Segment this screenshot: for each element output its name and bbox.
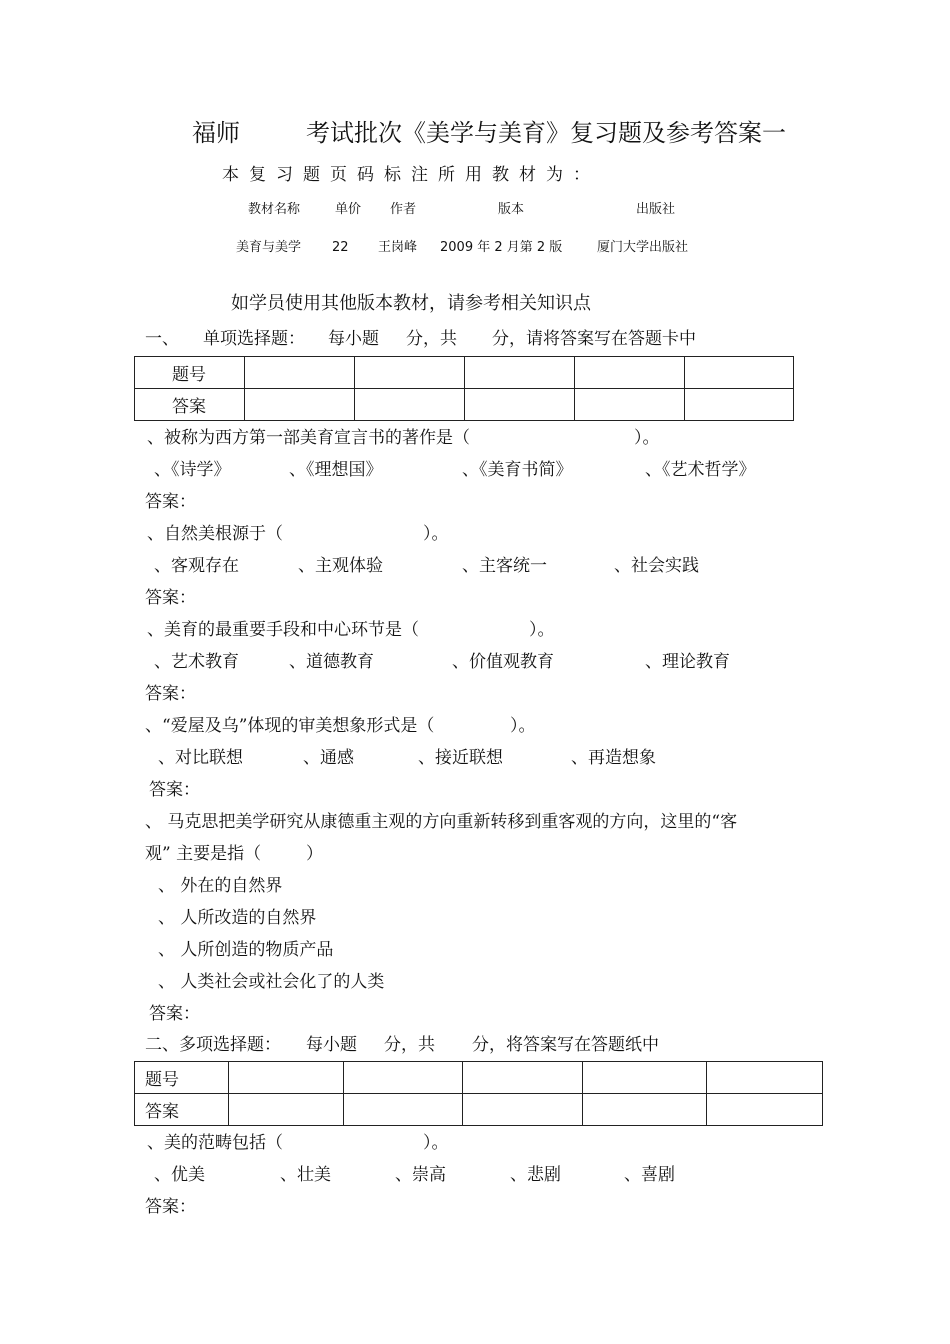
table-label-number: 题号 (135, 1062, 229, 1094)
option-b: 、《理想国》 (289, 460, 383, 480)
textbook-publisher: 厦门大学出版社 (597, 240, 689, 255)
option-c: 、 人所创造的物质产品 (158, 940, 334, 960)
option-b: 、 人所改造的自然界 (158, 908, 317, 928)
option-c: 、价值观教育 (452, 652, 554, 672)
section1-answer-table (134, 356, 794, 421)
answer-cell[interactable] (229, 1062, 344, 1094)
answer-cell[interactable] (685, 357, 794, 389)
answer-label: 答案： (149, 1004, 200, 1024)
question-stem: 、被称为西方第一部美育宣言书的著作是（ (147, 428, 470, 448)
option-c: 、《美育书简》 (462, 460, 573, 480)
answer-label: 答案： (149, 780, 200, 800)
answer-cell[interactable] (355, 357, 465, 389)
answer-cell[interactable] (583, 1094, 707, 1126)
section2-total: 分，共 (384, 1035, 435, 1055)
question-stem-line2: 观” 主要是指（ (145, 844, 262, 864)
question-close: ）。 (423, 524, 449, 544)
question-close: ）。 (423, 1133, 449, 1153)
section1-number: 一、 (145, 329, 179, 349)
question-stem: 、美的范畴包括（ (147, 1133, 283, 1153)
question-close: ） (306, 844, 323, 864)
page-title: 考试批次《美学与美育》复习题及参考答案一 (306, 119, 786, 147)
answer-cell[interactable] (344, 1094, 463, 1126)
section2-type: 二、多项选择题： (145, 1035, 281, 1055)
question-close: ）。 (634, 428, 660, 448)
option-b: 、通感 (303, 748, 354, 768)
answer-cell[interactable] (685, 389, 794, 421)
section2-answer-table (134, 1061, 823, 1126)
textbook-header-publisher: 出版社 (636, 202, 676, 217)
option-a: 、优美 (154, 1165, 205, 1185)
option-b: 、主观体验 (298, 556, 383, 576)
question-stem: 、自然美根源于（ (147, 524, 283, 544)
option-b: 、道德教育 (289, 652, 374, 672)
option-c: 、主客统一 (462, 556, 547, 576)
answer-label: 答案： (145, 684, 196, 704)
other-edition-note: 如学员使用其他版本教材，请参考相关知识点 (231, 293, 591, 314)
section1-type: 单项选择题： (203, 329, 305, 349)
answer-cell[interactable] (707, 1062, 823, 1094)
textbook-header-name: 教材名称 (248, 202, 301, 217)
answer-cell[interactable] (463, 1062, 583, 1094)
textbook-author: 王岗峰 (378, 240, 418, 255)
section1-instruction: 分，请将答案写在答题卡中 (492, 329, 696, 349)
answer-cell[interactable] (583, 1062, 707, 1094)
option-b: 、壮美 (280, 1165, 331, 1185)
option-a: 、《诗学》 (154, 460, 231, 480)
option-a: 、对比联想 (158, 748, 243, 768)
answer-cell[interactable] (245, 357, 355, 389)
answer-cell[interactable] (463, 1094, 583, 1126)
answer-cell[interactable] (575, 389, 685, 421)
textbook-header-edition: 版本 (498, 202, 525, 217)
section1-total: 分，共 (406, 329, 457, 349)
textbook-header-author: 作者 (390, 202, 417, 217)
option-a: 、 外在的自然界 (158, 876, 283, 896)
textbook-edition: 2009 年 2 月第 2 版 (440, 240, 563, 255)
textbook-name: 美育与美学 (236, 240, 302, 255)
question-stem: 、美育的最重要手段和中心环节是（ (147, 620, 419, 640)
textbook-price: 22 (332, 240, 349, 255)
answer-cell[interactable] (465, 357, 575, 389)
answer-cell[interactable] (355, 389, 465, 421)
option-d: 、社会实践 (614, 556, 699, 576)
textbook-note: 本复习题页码标注所用教材为： (222, 165, 600, 185)
question-stem: 、“爱屋及乌”体现的审美想象形式是（ (145, 716, 435, 736)
option-d: 、再造想象 (571, 748, 656, 768)
option-a: 、客观存在 (154, 556, 239, 576)
answer-label: 答案： (145, 588, 196, 608)
question-close: ）。 (529, 620, 555, 640)
option-e: 、喜剧 (624, 1165, 675, 1185)
textbook-header-price: 单价 (335, 202, 362, 217)
question-stem-line1: 、 马克思把美学研究从康德重主观的方向重新转移到重客观的方向，这里的“客 (145, 812, 738, 832)
option-a: 、艺术教育 (154, 652, 239, 672)
question-close: ）。 (510, 716, 536, 736)
section1-per-item: 每小题 (328, 329, 379, 349)
option-c: 、接近联想 (418, 748, 503, 768)
answer-cell[interactable] (465, 389, 575, 421)
option-d: 、 人类社会或社会化了的人类 (158, 972, 385, 992)
table-label-number: 题号 (135, 357, 245, 389)
answer-label: 答案： (145, 492, 196, 512)
table-label-answer: 答案 (135, 389, 245, 421)
answer-cell[interactable] (707, 1094, 823, 1126)
option-d: 、《艺术哲学》 (645, 460, 756, 480)
option-d: 、理论教育 (645, 652, 730, 672)
answer-cell[interactable] (575, 357, 685, 389)
title-prefix: 福师 (192, 119, 240, 147)
answer-cell[interactable] (344, 1062, 463, 1094)
section2-per-item: 每小题 (306, 1035, 357, 1055)
option-d: 、悲剧 (510, 1165, 561, 1185)
answer-cell[interactable] (245, 389, 355, 421)
option-c: 、崇高 (395, 1165, 446, 1185)
section2-instruction: 分，将答案写在答题纸中 (472, 1035, 659, 1055)
table-label-answer: 答案 (135, 1094, 229, 1126)
answer-cell[interactable] (229, 1094, 344, 1126)
answer-label: 答案： (145, 1197, 196, 1217)
